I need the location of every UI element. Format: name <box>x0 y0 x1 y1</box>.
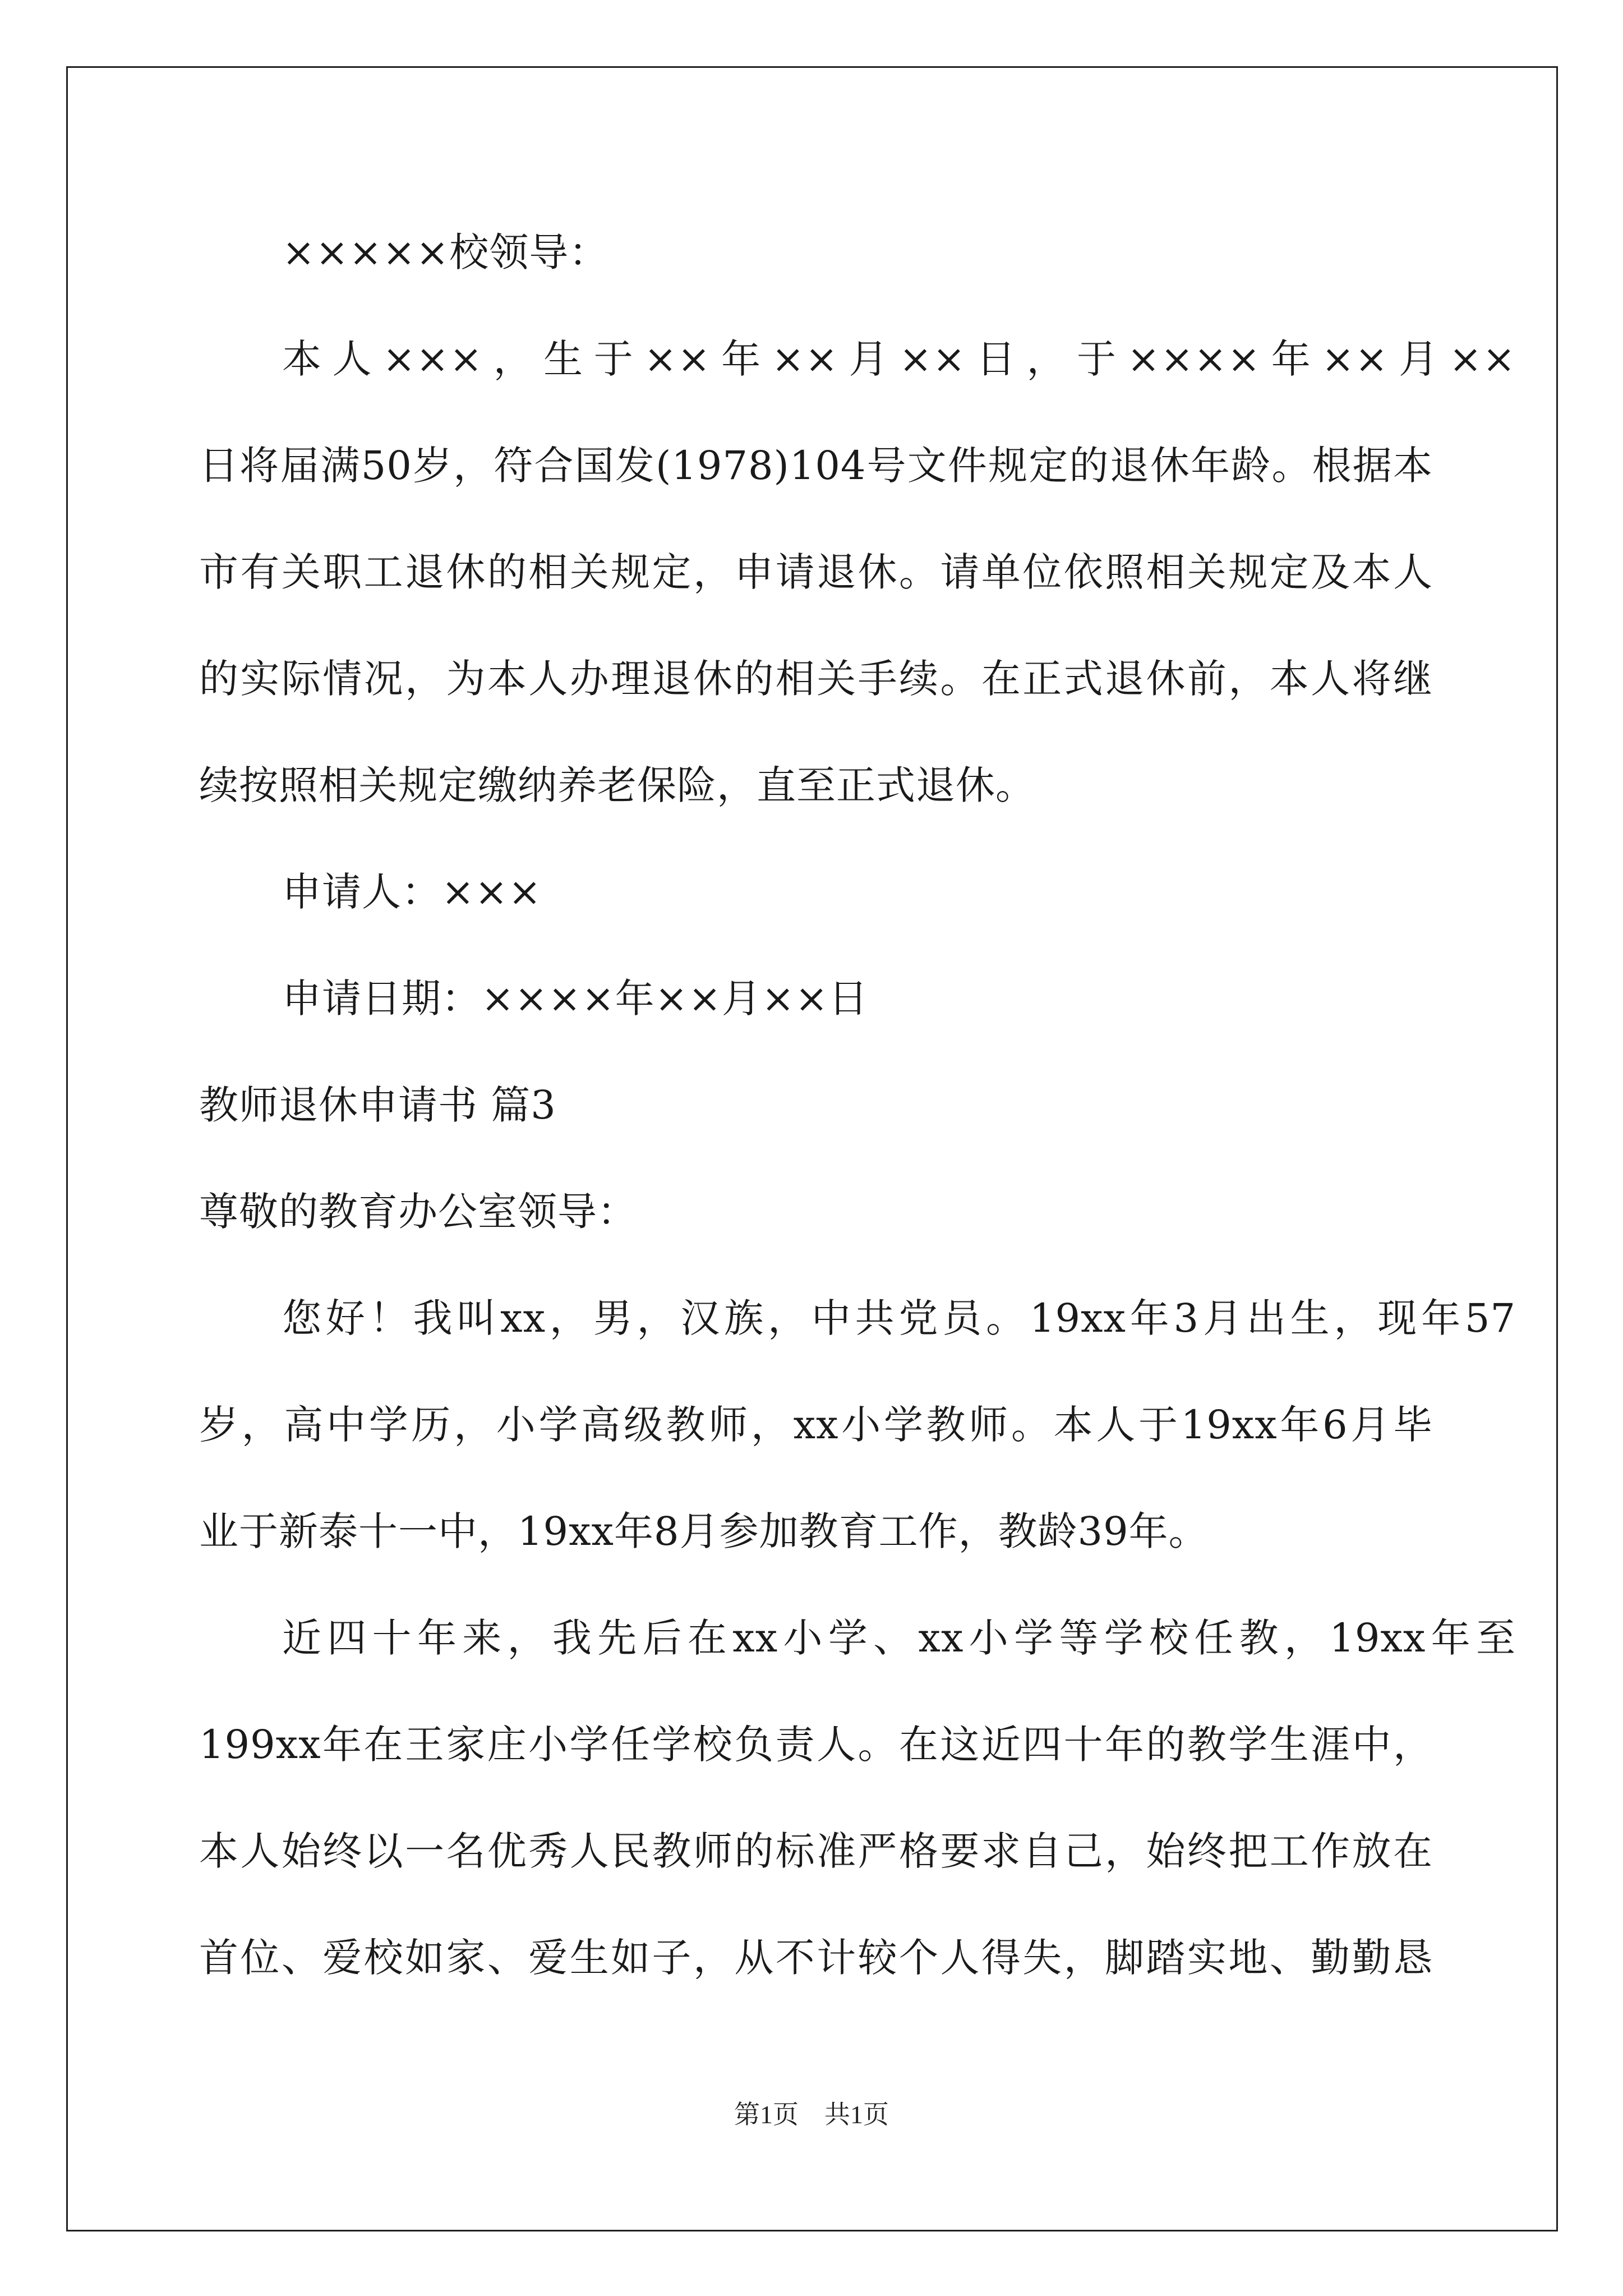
application-date-line: 申请日期：××××年××月××日 <box>282 976 869 1022</box>
page-footer <box>0 2098 1623 2132</box>
salutation-education-office: 尊敬的教育办公室领导： <box>199 1189 637 1235</box>
applicant-line: 申请人：××× <box>282 869 542 915</box>
paragraph-line: 日将届满50岁，符合国发(1978)104号文件规定的退休年龄。根据本 <box>199 443 1433 489</box>
paragraph-line: 本人始终以一名优秀人民教师的标准严格要求自己，始终把工作放在 <box>199 1828 1433 1874</box>
page-border <box>66 66 1558 2231</box>
paragraph-line: 199xx年在王家庄小学任学校负责人。在这近四十年的教学生涯中， <box>199 1722 1433 1768</box>
paragraph-line: 本人×××，生于××年××月××日，于××××年××月×× <box>282 336 1516 382</box>
page-total: 共1页 <box>824 2100 889 2129</box>
paragraph-line: 岁，高中学历，小学高级教师，xx小学教师。本人于19xx年6月毕 <box>199 1402 1433 1448</box>
paragraph-line: 市有关职工退休的相关规定，申请退休。请单位依照相关规定及本人 <box>199 549 1433 595</box>
paragraph-line: 您好！我叫xx，男，汉族，中共党员。19xx年3月出生，现年57 <box>282 1295 1516 1341</box>
paragraph-line: 业于新泰十一中，19xx年8月参加教育工作，教龄39年。 <box>199 1508 1209 1554</box>
paragraph-line: 首位、爱校如家、爱生如子，从不计较个人得失，脚踏实地、勤勤恳 <box>199 1935 1433 1981</box>
paragraph-line: 的实际情况，为本人办理退休的相关手续。在正式退休前，本人将继 <box>199 656 1433 702</box>
salutation-school-leaders: ×××××校领导： <box>282 229 609 275</box>
page-number: 第1页 <box>734 2100 799 2129</box>
section-heading: 教师退休申请书 篇3 <box>199 1082 556 1128</box>
paragraph-line: 近四十年来，我先后在xx小学、xx小学等学校任教，19xx年至 <box>282 1615 1516 1661</box>
paragraph-line: 续按照相关规定缴纳养老保险，直至正式退休。 <box>199 762 1035 808</box>
